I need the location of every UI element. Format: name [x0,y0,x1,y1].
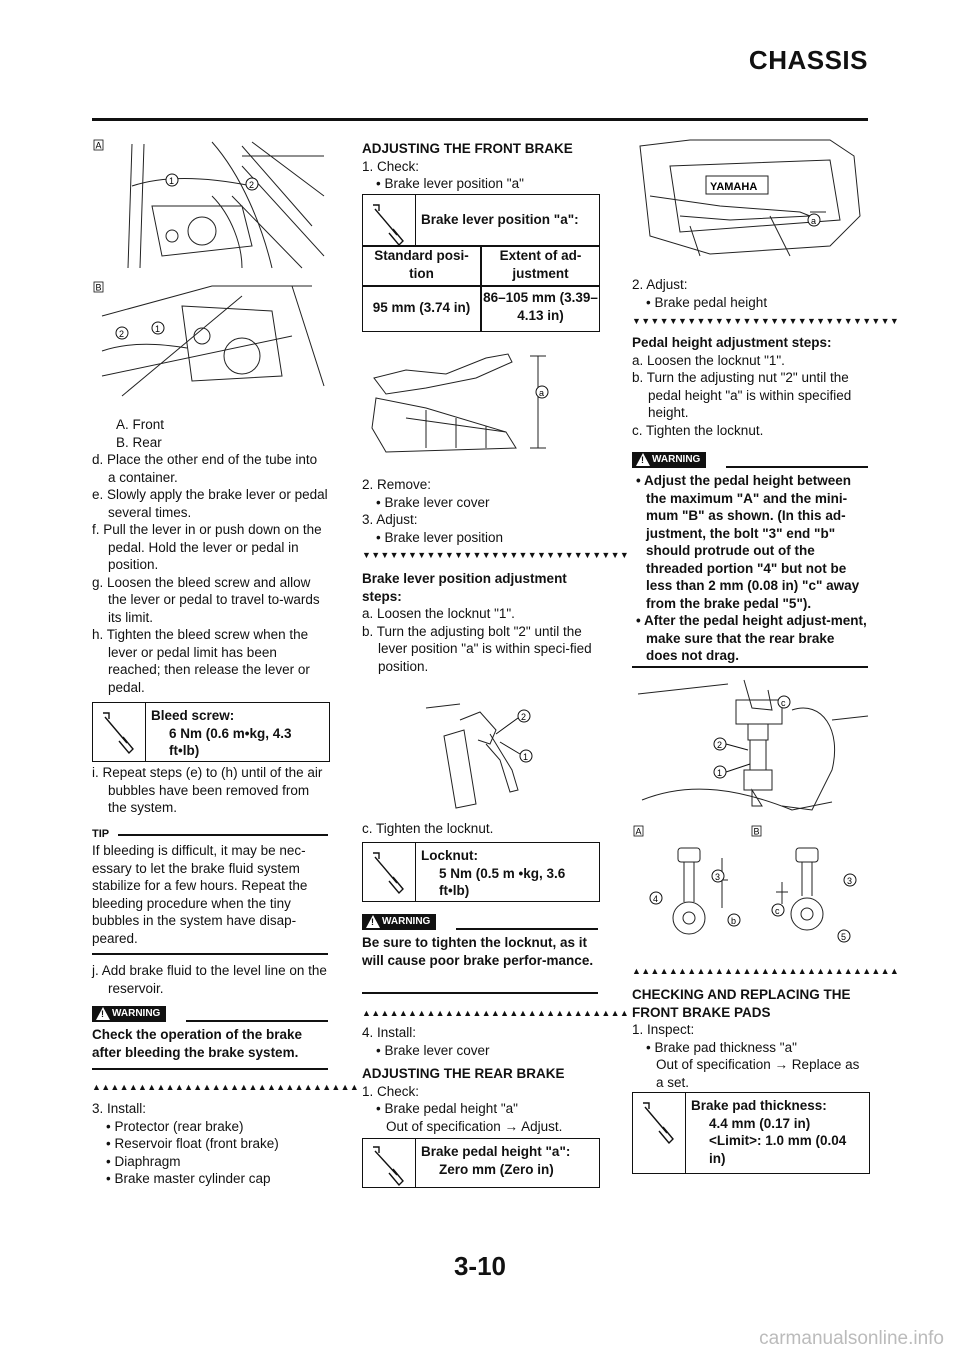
warning-list [632,472,868,665]
svg-text:b: b [731,916,737,926]
torque-wrench-icon [363,843,416,901]
std-position-head: Standard posi-tion [374,248,469,281]
caliper-bleed-figure [92,136,328,408]
step-f: f. Pull the lever in or push down on the pedal. Hold the lever or pedal in position. [92,522,322,572]
wrench-icon [633,1093,686,1173]
svg-text:A: A [95,140,102,151]
rear-out-of-spec: Out of specification → Adjust. [386,1118,563,1134]
page-title: CHASSIS [748,45,868,75]
svg-text:c: c [781,698,786,708]
col1-text-a [92,416,328,696]
col2-step-c [362,820,598,838]
pedal-step-b: b. Turn the adjusting nut "2" until the pedal height "a" is within specified height. [632,370,852,420]
locknut-spec [362,842,600,902]
svg-text:a: a [539,388,545,398]
col2-remove [362,476,598,546]
torque-wrench-icon [93,703,146,761]
pads-title: CHECKING AND REPLACING THE FRONT BRAKE PADS [632,987,851,1020]
brake-pedal-figure [630,136,866,272]
wrench-icon [363,195,416,245]
svg-text:B: B [753,826,760,837]
warning-rule [726,466,868,468]
col1-install [92,1100,328,1188]
svg-text:3: 3 [715,872,721,882]
watermark: carmanualsonline.info [759,1328,944,1349]
pad-thickness-value: 4.4 mm (0.17 in) [709,1115,811,1131]
svg-text:3: 3 [847,876,853,886]
warning-badge: ! WARNING [92,1006,166,1022]
install-item: • Reservoir float (front brake) [106,1136,279,1151]
warning-rule [186,1020,328,1022]
rear-check-item: • Brake pedal height "a" [376,1101,518,1116]
step-g: g. Loosen the bleed screw and allow the lever or pedal to travel to-wards its limit. [92,574,320,625]
pad-thickness-label: Brake pad thickness: [691,1098,827,1113]
install-item: • Protector (rear brake) [106,1118,244,1134]
pad-thickness-limit: <Limit>: 1.0 mm (0.04 in) [709,1133,847,1166]
svg-text:1: 1 [169,176,175,186]
install-item: • Brake master cylinder cap [106,1171,271,1186]
install-step: 4. Install: [362,1025,417,1040]
col2-intro [362,140,598,193]
inspect-item: • Brake pad thickness "a" [646,1039,797,1055]
legend-front: A. Front [116,417,165,432]
std-position-value: 95 mm (3.74 in) [372,300,471,315]
adjust-item: • Brake lever position [376,529,504,545]
pedal-adjuster-figure [632,680,868,950]
inspect-out-of-spec: Out of specification → Replace as a set. [656,1057,860,1090]
check-item: • Brake lever position "a" [376,176,524,191]
install-item: • Diaphragm [106,1153,181,1169]
start-marker: ▼▼▼▼▼▼▼▼▼▼▼▼▼▼▼▼▼▼▼▼▼▼▼▼▼▼▼▼▼ [362,550,630,560]
bleed-screw-spec [92,702,330,762]
col2-rear [362,1024,598,1135]
adjust-step: 2. Adjust: [632,277,688,292]
svg-text:1: 1 [155,324,161,334]
col3-adjust [632,276,868,311]
warning-badge: ! WARNING [632,452,706,468]
inspect-step: 1. Inspect: [632,1022,695,1037]
wrench-icon [363,1139,416,1187]
svg-text:5: 5 [841,932,847,942]
yamaha-logo: YAMAHA [710,181,758,193]
col1-text-b [92,764,328,817]
col2-steps [362,570,598,675]
remove-step: 2. Remove: [362,477,432,492]
tip-rule-top [118,834,328,836]
warning-end-rule [362,992,598,994]
pedal-height-value: Zero mm (Zero in) [439,1161,554,1177]
lever-steps-title: Brake lever position adjustment steps: [362,571,567,604]
pad-thickness-spec [632,1092,870,1174]
adjust-item: • Brake pedal height [646,294,768,310]
col1-text-c [92,962,328,997]
pedal-height-label: Brake pedal height "a": [421,1144,571,1159]
remove-item: • Brake lever cover [376,494,490,510]
pedal-step-c: c. Tighten the locknut. [632,422,764,438]
tip-rule-bottom [92,953,328,955]
adjust-step: 3. Adjust: [362,512,418,527]
svg-text:c: c [775,906,780,916]
svg-text:2: 2 [717,740,723,750]
check-step: 1. Check: [362,158,420,174]
start-marker: ▼▼▼▼▼▼▼▼▼▼▼▼▼▼▼▼▼▼▼▼▼▼▼▼▼▼▼▼▼ [632,316,900,326]
end-marker: ▲▲▲▲▲▲▲▲▲▲▲▲▲▲▲▲▲▲▲▲▲▲▲▲▲▲▲▲▲ [632,966,900,976]
legend-rear: B. Rear [116,434,162,450]
end-marker: ▲▲▲▲▲▲▲▲▲▲▲▲▲▲▲▲▲▲▲▲▲▲▲▲▲▲▲▲▲ [362,1008,630,1018]
page-number: 3-10 [453,1251,507,1281]
locknut-value: 5 Nm (0.5 m •kg, 3.6 ft•lb) [439,865,566,898]
extent-head: Extent of ad-justment [499,248,582,281]
step-i: i. Repeat steps (e) to (h) until of the air bubbles have been removed from the system. [92,765,323,815]
end-marker: ▲▲▲▲▲▲▲▲▲▲▲▲▲▲▲▲▲▲▲▲▲▲▲▲▲▲▲▲▲ [92,1082,360,1092]
svg-text:2: 2 [521,712,527,722]
brake-lever-figure [366,348,566,456]
lever-adjust-figure [420,700,550,810]
warning-text: Be sure to tighten the locknut, as it will cause poor brake perfor-mance. [362,935,594,968]
lever-step-a: a. Loosen the locknut "1". [362,606,515,621]
step-e: e. Slowly apply the brake lever or pedal several times. [92,487,328,520]
pedal-steps-title: Pedal height adjustment steps: [632,335,832,350]
extent-value: 86–105 mm (3.39–4.13 in) [483,290,598,323]
pedal-step-a: a. Loosen the locknut "1". [632,352,785,368]
tip-label: TIP [92,828,110,840]
rear-check-step: 1. Check: [362,1083,420,1099]
lever-step-c: c. Tighten the locknut. [362,821,494,836]
svg-text:4: 4 [653,894,659,904]
warning-text: Check the operation of the brake after bleeding the brake system. [92,1027,303,1060]
locknut-label: Locknut: [421,848,478,863]
rear-brake-title: ADJUSTING THE REAR BRAKE [362,1066,565,1081]
lever-step-b: b. Turn the adjusting bolt "2" until the lever position "a" is within speci-fied position. [362,623,592,674]
bleed-screw-label: Bleed screw: [151,708,235,723]
warning-rule [456,928,598,930]
warning-item: • Adjust the pedal height between the maximum "A" and the mini-mum "B" as shown. (In this ad-justment, the bolt "3" end "b" should protrude out of the threaded portion "4" but not be less than 2 mm (0.08 in) "c" away from the brake pedal "5"). [636,473,860,611]
lever-position-table [362,194,600,332]
col3-steps [632,334,868,439]
step-h: h. Tighten the bleed screw when the lever or pedal limit has been reached; then release the lever or pedal. [92,627,310,695]
warning-end-rule [92,1068,328,1070]
install-item: • Brake lever cover [376,1042,490,1058]
step-d: d. Place the other end of the tube into a container. [92,452,318,485]
pedal-height-spec [362,1138,600,1188]
svg-text:1: 1 [523,752,529,762]
warning-badge: ! WARNING [362,914,436,930]
header-rule [92,118,868,121]
svg-text:a: a [811,216,817,226]
warning-item: • After the pedal height adjust-ment, make sure that the rear brake does not drag. [636,613,867,663]
install-title: 3. Install: [92,1101,147,1116]
svg-text:2: 2 [249,180,255,190]
step-j: j. Add brake fluid to the level line on the reservoir. [92,963,327,996]
svg-text:1: 1 [717,768,723,778]
svg-text:2: 2 [119,329,125,339]
bleed-screw-value: 6 Nm (0.6 m•kg, 4.3 ft•lb) [169,725,292,758]
table-header: Brake lever position "a": [421,212,579,227]
svg-text:B: B [95,282,102,293]
col3-pads [632,986,868,1091]
warning-end-rule [632,666,868,668]
svg-text:A: A [635,826,642,837]
tip-text: If bleeding is difficult, it may be nec-essary to let the brake fluid system stabilize for a few hours. Repeat the bleeding procedure when the tiny bubbles in the system have disap-peared. [92,843,308,946]
front-brake-title: ADJUSTING THE FRONT BRAKE [362,141,573,156]
